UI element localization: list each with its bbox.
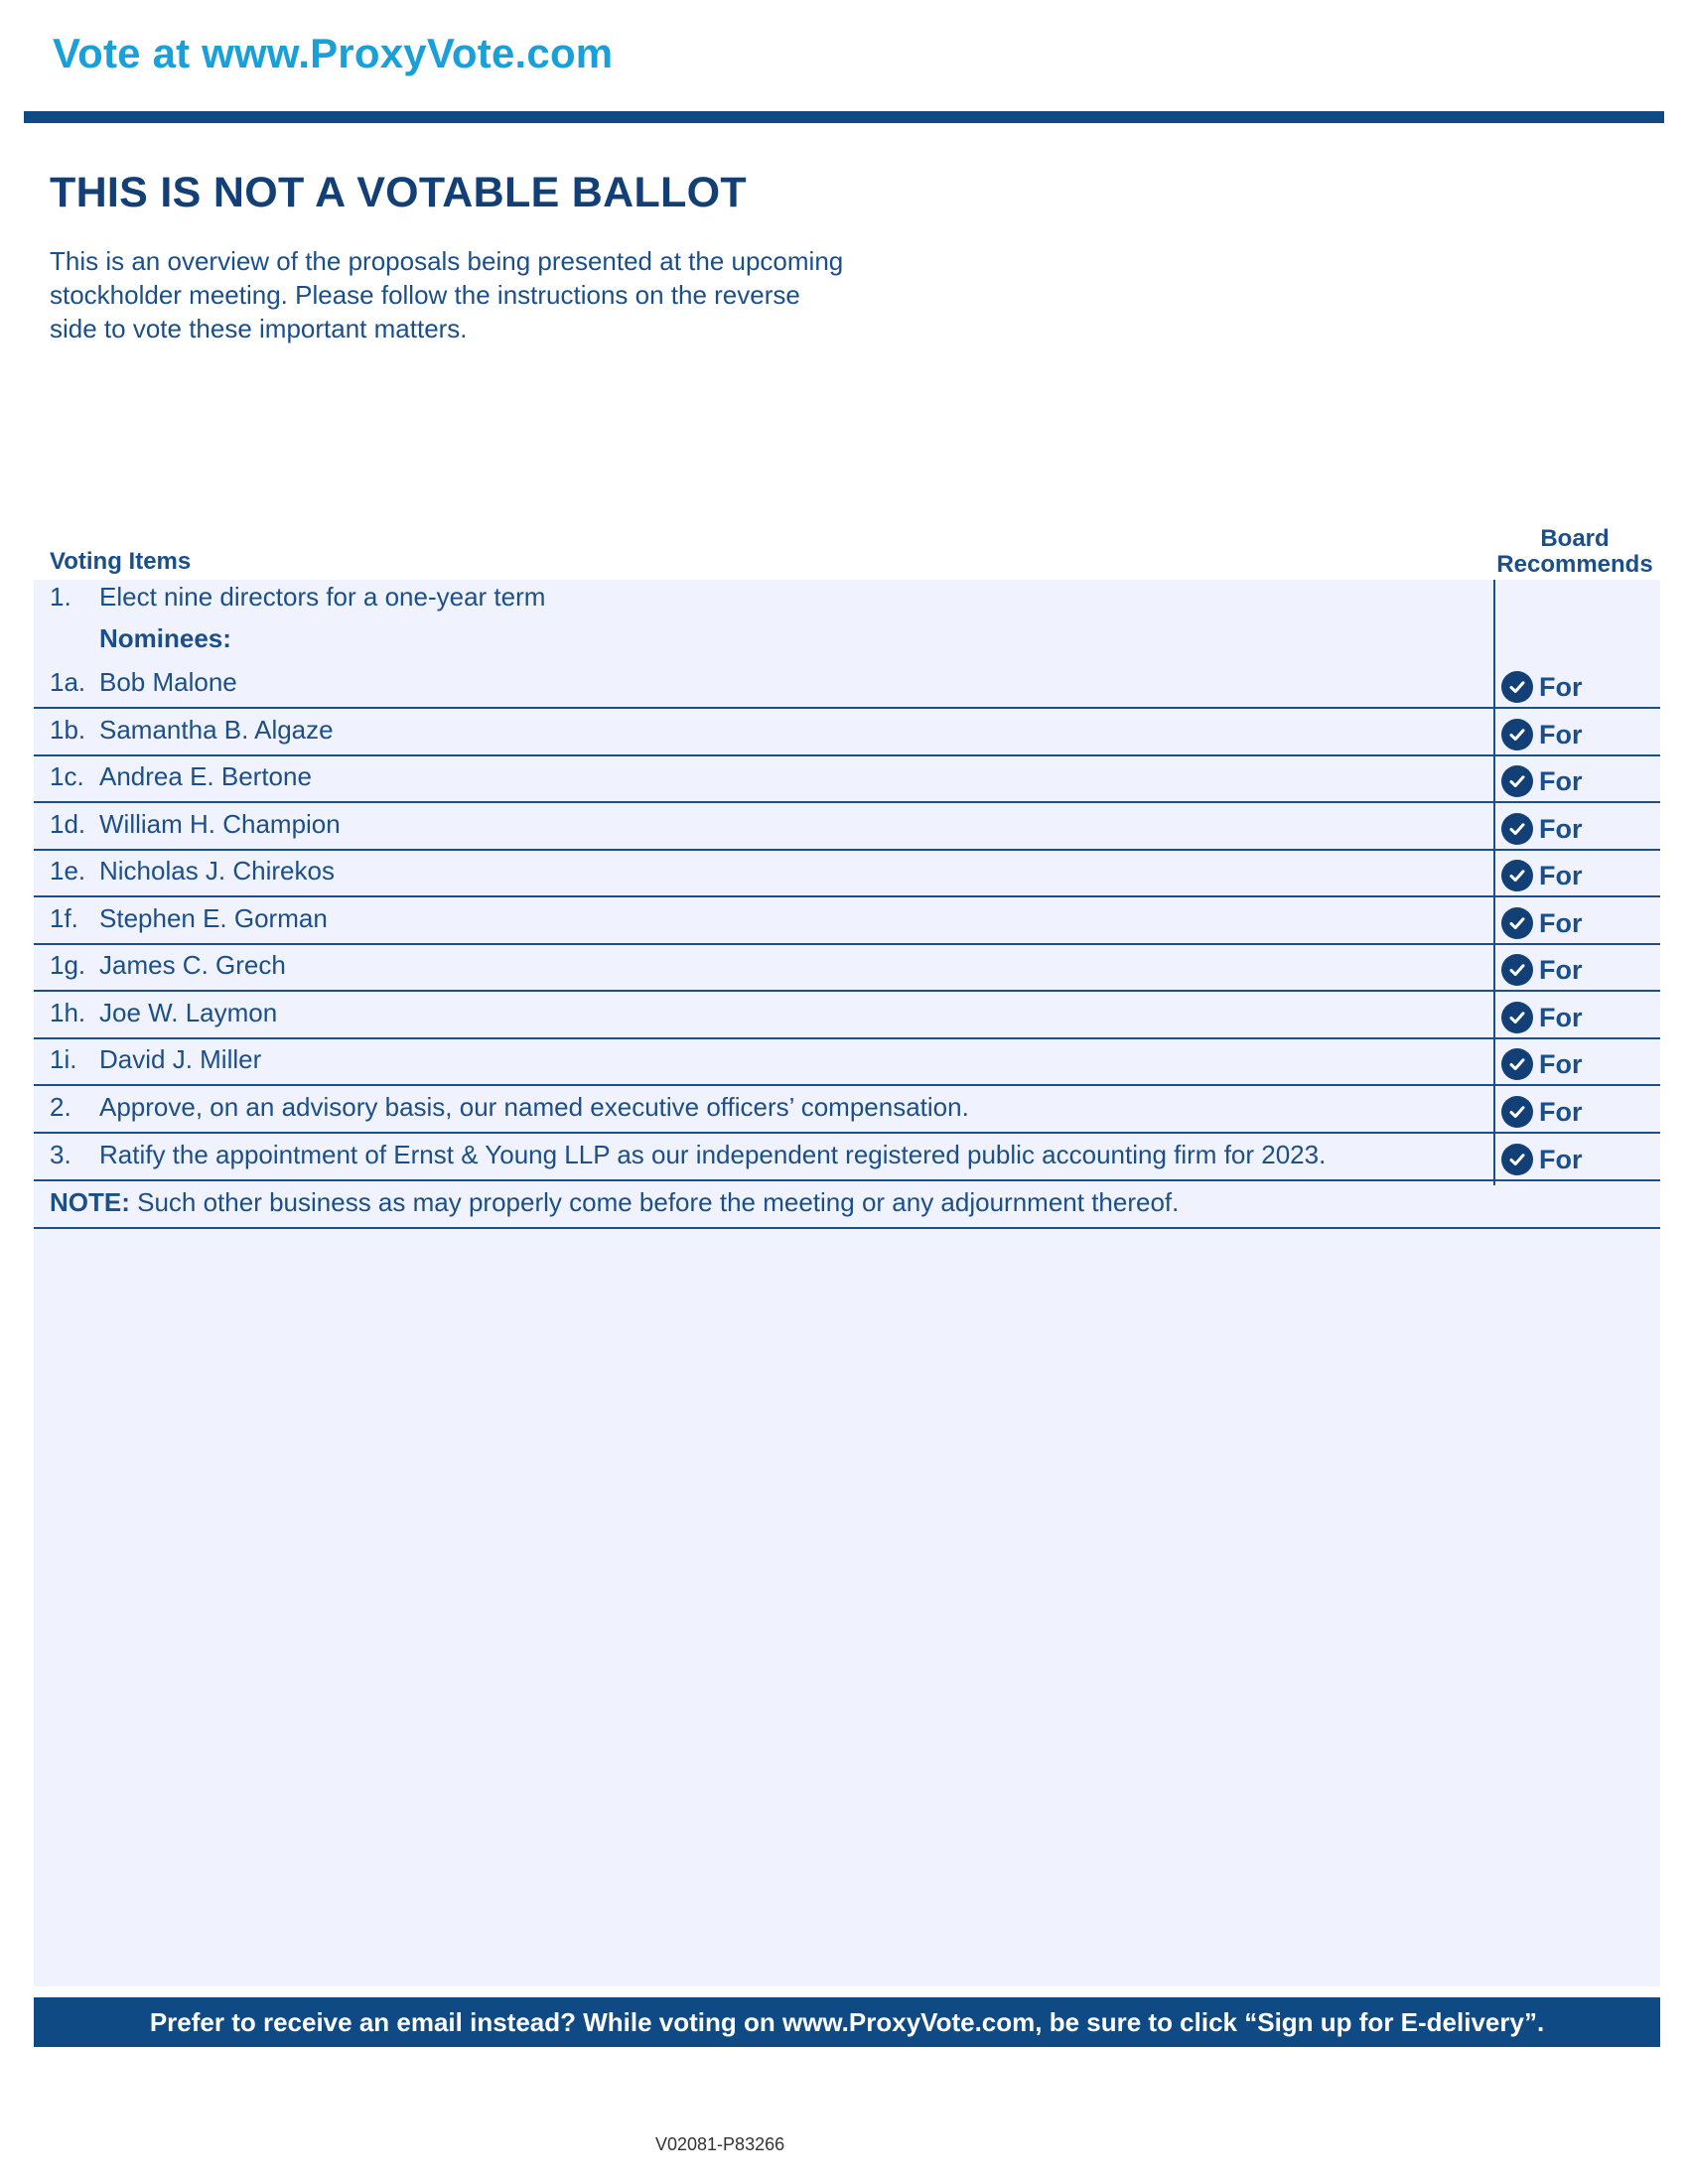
board-recommendation (1501, 813, 1583, 845)
voting-items-header: Voting Items (50, 548, 192, 575)
recommendation-label: For (1539, 1002, 1583, 1032)
voting-items-table (34, 580, 1660, 1229)
check-circle-icon (1501, 719, 1533, 751)
proxyvote-link[interactable]: Vote at www.ProxyVote.com (53, 30, 614, 76)
table-row (34, 803, 1660, 851)
item-text: James C. Grech (99, 950, 286, 980)
check-circle-icon (1501, 860, 1533, 891)
item-text: Elect nine directors for a one-year term (99, 582, 546, 612)
check-circle-icon (1501, 1002, 1533, 1033)
intro-text: This is an overview of the proposals being presented at the upcoming stockholder meeting. Please follow the instructions on the reverse side to vote these important matters. (50, 246, 844, 343)
check-circle-icon (1501, 671, 1533, 703)
board-recommendation (1501, 765, 1583, 797)
item-text: Stephen E. Gorman (99, 903, 328, 933)
edelivery-banner: Prefer to receive an email instead? While voting on www.ProxyVote.com, be sure to click “Sign up for E-delivery”. (34, 1997, 1660, 2047)
recommendation-label: For (1539, 1144, 1583, 1174)
item-text: Nicholas J. Chirekos (99, 856, 335, 886)
board-header-line2: Recommends (1496, 551, 1653, 578)
document-code: V02081-P83266 (655, 2134, 785, 2154)
recommendation-label: For (1539, 1096, 1583, 1127)
item-text: Andrea E. Bertone (99, 761, 312, 791)
board-recommendation (1501, 1144, 1583, 1175)
note-body: Such other business as may properly come before the meeting or any adjournment thereof. (129, 1187, 1180, 1217)
item-number: 1. (50, 582, 71, 612)
item-number: 1h. (50, 998, 86, 1027)
item-text: David J. Miller (99, 1044, 262, 1074)
item-text: Joe W. Laymon (99, 998, 278, 1027)
nominees-label-row (34, 621, 1660, 663)
item-row-1 (34, 580, 1660, 621)
table-row (34, 663, 1660, 709)
item-text: Approve, on an advisory basis, our named executive officers’ compensation. (99, 1092, 969, 1122)
board-recommendation (1501, 1002, 1583, 1033)
item-number: 1e. (50, 856, 86, 886)
table-row (34, 709, 1660, 756)
board-recommends-header (1489, 526, 1660, 578)
item-number: 1i. (50, 1044, 77, 1074)
table-row (34, 945, 1660, 992)
recommendation-label: For (1539, 954, 1583, 985)
item-number: 2. (50, 1092, 71, 1122)
item-text: Samantha B. Algaze (99, 715, 334, 745)
check-circle-icon (1501, 813, 1533, 845)
check-circle-icon (1501, 954, 1533, 986)
table-row (34, 992, 1660, 1039)
item-text: Ratify the appointment of Ernst & Young LLP as our independent registered public accounting firm for 2023. (99, 1140, 1327, 1169)
recommendation-label: For (1539, 765, 1583, 796)
board-recommendation (1501, 719, 1583, 751)
item-number: 3. (50, 1140, 71, 1169)
recommendation-label: For (1539, 907, 1583, 938)
table-row (34, 897, 1660, 945)
recommendation-label: For (1539, 1048, 1583, 1079)
item-number: 1c. (50, 761, 84, 791)
note-label: NOTE: (50, 1187, 130, 1217)
item-number: 1g. (50, 950, 86, 980)
item-number: 1a. (50, 667, 86, 697)
board-recommendation (1501, 1048, 1583, 1080)
table-row (34, 1039, 1660, 1086)
check-circle-icon (1501, 1144, 1533, 1175)
item-text: Bob Malone (99, 667, 237, 697)
note-row (34, 1181, 1660, 1229)
recommendation-label: For (1539, 860, 1583, 890)
nominees-label: Nominees: (99, 623, 231, 653)
item-text: William H. Champion (99, 809, 341, 839)
item-number: 1d. (50, 809, 86, 839)
table-row (34, 1086, 1660, 1134)
item-number: 1b. (50, 715, 86, 745)
board-recommendation (1501, 1096, 1583, 1128)
recommendation-label: For (1539, 671, 1583, 702)
check-circle-icon (1501, 1048, 1533, 1080)
board-recommendation (1501, 954, 1583, 986)
note-text (50, 1187, 1179, 1218)
item-number: 1f. (50, 903, 78, 933)
check-circle-icon (1501, 1096, 1533, 1128)
check-circle-icon (1501, 765, 1533, 797)
page-title: THIS IS NOT A VOTABLE BALLOT (50, 169, 747, 216)
board-recommendation (1501, 860, 1583, 891)
table-row (34, 1134, 1660, 1181)
table-row (34, 851, 1660, 897)
recommendation-label: For (1539, 719, 1583, 750)
header-rule (24, 111, 1664, 123)
board-recommendation (1501, 671, 1583, 703)
table-row (34, 756, 1660, 803)
recommendation-label: For (1539, 813, 1583, 844)
board-header-line1: Board (1540, 525, 1610, 552)
check-circle-icon (1501, 907, 1533, 939)
board-recommendation (1501, 907, 1583, 939)
